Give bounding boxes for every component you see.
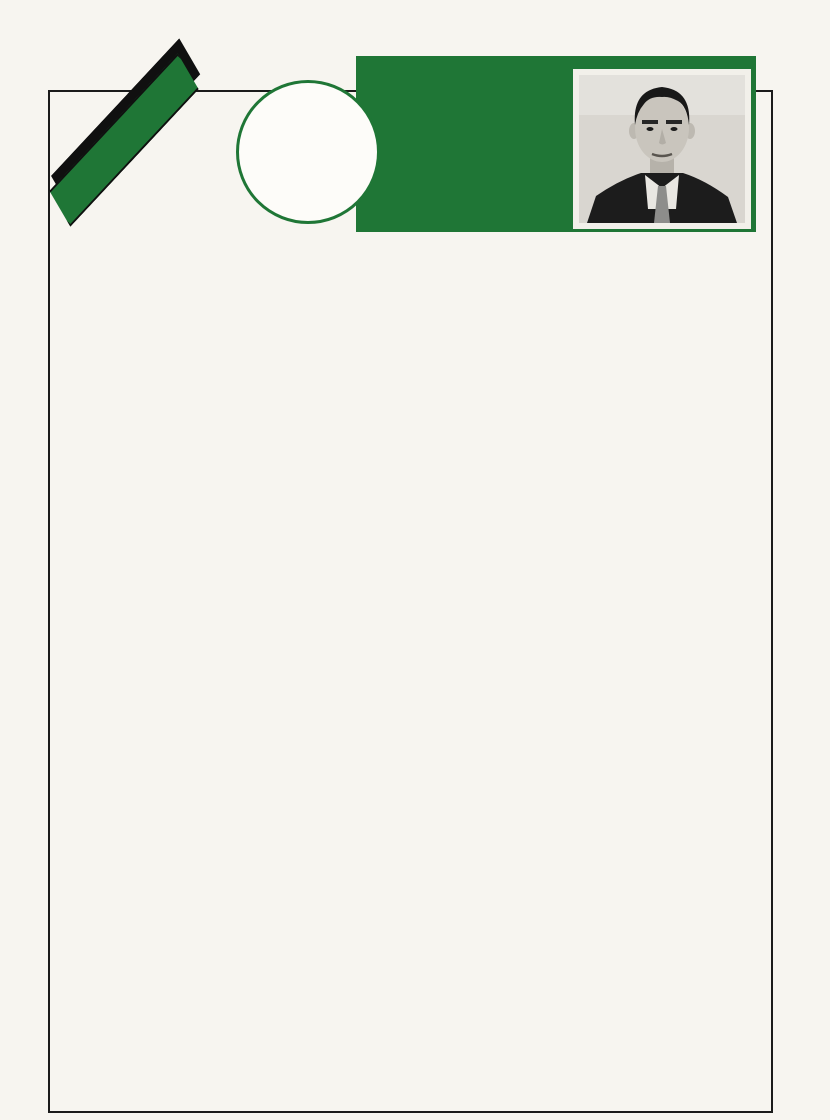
article — [53, 236, 775, 1112]
page-frame-left — [48, 90, 50, 1113]
section-ribbon — [41, 53, 207, 227]
profile-box — [356, 56, 756, 232]
ribbon-body — [41, 53, 207, 227]
portrait-photo — [573, 69, 751, 229]
portrait-illustration — [579, 75, 745, 223]
profile-text — [372, 66, 572, 75]
party-logo — [236, 80, 380, 224]
